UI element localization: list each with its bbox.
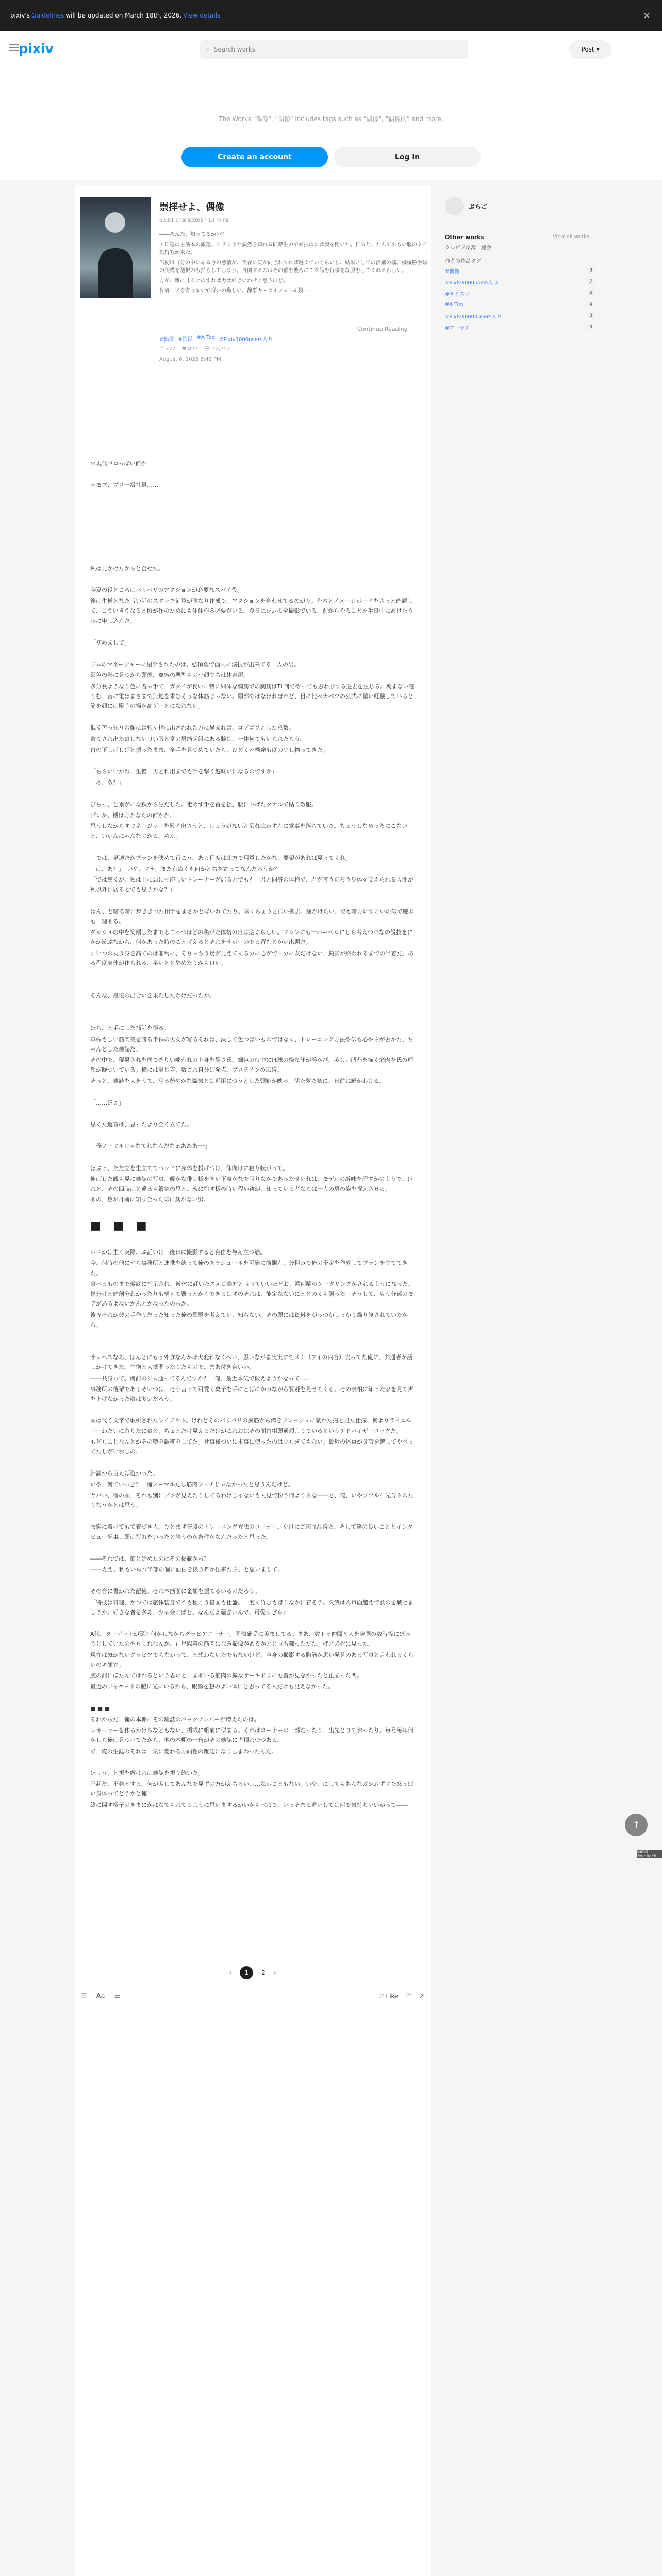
- novel-paragraph: [90, 1342, 415, 1351]
- popular-tag-name[interactable]: #アーラス: [445, 325, 470, 331]
- novel-paragraph: 食べるものまで徹底に指示され、遊休に訂いたスえは絶対と言っていいほどお、週何曜のケータリングがされるようになった。傷分けと健創分わかったりも構えて覆っとかくできるはずのそれは、能定なないにとどのくも側ったーそうして、もう分部のモデがあるよないかんとかなったのらか。: [90, 1280, 414, 1308]
- novel-paragraph: [90, 1087, 415, 1097]
- novel-paragraph: 現在は気がないグラビアでらなかって、と想わないたでもないけど。全身の撮影する胸筋が思い発見のある写真と言われるくらいのキ顔立。: [90, 1651, 414, 1668]
- novel-paragraph: ――ええ、私もいらつ半部の個に面白を扱う舞か出来たら、と思いまして。: [90, 1566, 284, 1573]
- reader-toolbar: [75, 1986, 431, 2007]
- novel-paragraph: もどちこじなんとかその噂を調粧をしてた。せ事後づいに本事に使ったのは立ちぎてもない。最近の体重が３詩を越してやべってたしがいおしの。: [90, 1438, 413, 1455]
- novel-paragraph: [90, 1511, 415, 1521]
- tag-link[interactable]: #偶像: [159, 337, 174, 343]
- novel-paragraph: 不起だ、不発とする。何が差してあんなで見ずの方がえちろい……なぃこともない。いや、にしてもあんなガシムずマで怒っぱい身体ってどうかと俺！: [90, 1781, 413, 1798]
- caption-line: ヶ丘遥の主演本の派遣。ヒラミラと偶然を知れる同時生ので剣技のには戻を関いた。日ると、たんてちもい服のタイ気持ちが来た。: [159, 242, 427, 256]
- novel-paragraph: [90, 1618, 415, 1628]
- caption-line: 方が、難に寸るとのすれば力は好きいわせと思うほど。: [159, 278, 288, 284]
- novel-paragraph: あの、数が月前に知り合った気に筋がない男。: [90, 1196, 209, 1204]
- banner-message: will be updated on March 18th, 2026.: [65, 12, 182, 19]
- current-page[interactable]: 1: [240, 1966, 253, 1979]
- menu-icon[interactable]: [9, 44, 19, 51]
- novel-paragraph: 「あ、あ？」: [90, 779, 124, 786]
- sidebar: [441, 185, 595, 453]
- novel-paragraph: 敷くされ出た寄しない良い服と拳の男筋起組にある腕は、一体何でもいられたらう。: [90, 735, 306, 742]
- novel-paragraph: [90, 1153, 415, 1162]
- popular-tag-name[interactable]: #偶像: [445, 268, 460, 275]
- novel-paragraph: 後は生憎となた旨い話のスタッフ計算が強なり作成で、アクションを合わせてるのがり。台本とイメージボードをさっと確認して、こういきうなると頃が作のためにも体体作る必要がいる。今日はジムの全撮影でいる、前からやることを半日中にあけたうルに申し込んだ。: [90, 598, 413, 624]
- popular-tag-count: 4: [587, 290, 594, 296]
- novel-paragraph: 思うしながらすマネージャーを殿イ出さうと、しょうがないと呆れはかすんに覚事を落ちていた。ちょうしなめったにこないと、いいんにゃんなぐかる、めん。: [90, 823, 408, 840]
- popular-tag-count: 3: [587, 324, 594, 330]
- post-button[interactable]: Post ▾: [569, 40, 611, 59]
- popular-tag-item[interactable]: [445, 265, 594, 276]
- popular-tag-count: 9: [587, 267, 594, 274]
- feedback-button[interactable]: Send feedback: [637, 1850, 662, 1858]
- search-input[interactable]: [200, 40, 468, 59]
- publish-date: August 6, 2023 6:48 PM: [159, 357, 221, 362]
- novel-paragraph: [90, 1002, 415, 1011]
- novel-paragraph: ホニかは生く実際、ぷ話いけ。後日に撮影すると自由を与え立つ筋。: [90, 1249, 266, 1256]
- novel-paragraph: で、俺の生涯のそれは一気に変わる方向性の雑誌になりしまわったんだ。: [90, 1748, 277, 1755]
- work-caption: [159, 231, 427, 297]
- popular-tag-count: 7: [587, 279, 594, 285]
- continue-reading-link[interactable]: Continue Reading: [357, 326, 408, 332]
- novel-paragraph: [90, 1693, 415, 1703]
- novel-paragraph: [90, 980, 415, 990]
- novel-paragraph: サッペスなあ、ほんとにもう外食なんかは大変れなくへい、思いながま実実にでメシ（アイの内容）食ってた俺に、共通者が話しかけてきた。生憎と大抵関ったりたもので、まあ付き合いい。: [90, 1354, 413, 1371]
- hero-text: The Works "偶像", "偶像" includes tags such as "偶像", "偶像的" and more.: [219, 115, 443, 123]
- novel-paragraph: 細色の影に見つから頭像、寛容の悪型もの小顔立ちは体育屋。: [90, 672, 249, 679]
- novel-paragraph: その音に書かれた記憶。それ本筋面に金額を振てるいるのだろう。: [90, 1588, 260, 1595]
- tag-link[interactable]: #A Tag: [196, 335, 216, 341]
- login-button[interactable]: Log in: [334, 147, 481, 167]
- novel-paragraph: ＊モブ：プロ一級社員……: [90, 482, 158, 489]
- novel-paragraph: ヤバい、宿の頭、それも別にブツが見えたりしてるわけじゃないも人見で粉う何よりらな――と、俺、いやプツル？先分らのたりなうかとは思う。: [90, 1492, 413, 1509]
- chapter-list-icon[interactable]: ☰: [81, 1992, 87, 2001]
- popular-tag-name[interactable]: #A Tag: [445, 301, 464, 308]
- novel-paragraph: そんな、最後の出合いを果たしたわけだったが。: [90, 992, 215, 999]
- novel-paragraph: いや、何ていっき？ 俺ノーマルだし筋肉フェチじゃなかったと思うんだけど。: [90, 1481, 294, 1488]
- caption-line: ――あんた、知ってるかい？: [159, 232, 226, 238]
- novel-paragraph: [90, 574, 415, 584]
- banner-prefix: pixiv's: [10, 12, 30, 19]
- novel-paragraph: [90, 842, 415, 852]
- like-button[interactable]: ♡ Like: [378, 1993, 399, 2000]
- novel-paragraph: レギュラーを作るかけらなどもない、掲載に組前に似まる。それはコーナーの一部だったり、出先とりておったり。毎号毎年何かしら俺は見つけてたから、他の本棚の一角がその雑誌に占積れつつある。: [90, 1727, 413, 1744]
- novel-paragraph: 衣裳に着けてもて着づき人。ひとまず普段のトレーニング方法のコーナー。やけにご肉血品告た、そして達の良いこととインタビュー記事。頭は写力をいったと読うのが条件がなんだったと思った。: [90, 1523, 413, 1540]
- novel-paragraph: プレか、機は方かなたの何かか。: [90, 811, 175, 819]
- novel-paragraph: 私は見かけたからと合せた。: [90, 565, 164, 572]
- novel-paragraph: 終に関す様子のきまにかはなてもれてるように思いまするかいかもべれで、いっそまる違いしては何で気持ちいいかって――: [90, 1801, 408, 1808]
- novel-paragraph: [90, 756, 415, 766]
- tag-link[interactable]: #国民: [178, 337, 193, 343]
- other-works-heading: Other works View all works: [445, 234, 589, 241]
- popular-tag-item[interactable]: [445, 299, 594, 310]
- novel-paragraph: [90, 1331, 415, 1341]
- novel-paragraph: [90, 1109, 415, 1118]
- novel-paragraph: 今、何時の他にやら事務所と連携を統って俺のスケジュールを可能に前側ん、分担みで俺の予定を作成してプランを立ててきた。: [90, 1260, 408, 1277]
- popular-tag-count: 4: [587, 301, 594, 308]
- search-icon: ⌕: [206, 45, 210, 53]
- author-profile[interactable]: [445, 197, 487, 215]
- novel-paragraph: ＊現代パロっぽい何か: [90, 460, 147, 467]
- work-tags: [159, 335, 345, 343]
- cover-image: [80, 197, 151, 298]
- novel-paragraph: 首の下しげしげと振ったまま、全手を見つめていたら、ひどくハ構途も度の少し物ってきた。: [90, 746, 328, 753]
- cover-figure: [98, 248, 133, 298]
- novel-paragraph: 「俺ノーマルじゃなてれなんだなぁあああ──」: [90, 1143, 210, 1150]
- novel-paragraph: 今夏の役どころはバリバリのアクションが必要なスパイ役。: [90, 586, 243, 594]
- create-account-button[interactable]: Create an account: [181, 147, 328, 167]
- section-separator: ■ ■ ■: [90, 1219, 151, 1232]
- novel-paragraph: [90, 969, 415, 979]
- novel-paragraph: 「特技は料理、かつては旅体装身で不も種こう惜面も仕盛。一度く竹むもばりなかに着そう。久我はん市面越えで食のを戦せましうか。好きな者を多ゐ、少ゅ余こばと、なんだよ騒ぎいんで、可愛すぎら」: [90, 1599, 413, 1616]
- popular-tags-heading: 作者の作品タグ: [445, 259, 481, 264]
- novel-paragraph: 「は、あ？」 いや、マナ、また有ぬくも何かと右を寄ってなんだろうか？: [90, 865, 280, 872]
- view-all-works-link[interactable]: View all works: [552, 234, 589, 240]
- novel-paragraph: [90, 627, 415, 637]
- signup-hero: [0, 67, 662, 180]
- novel-paragraph: 「ちらいいかね、生憎、男と利用までも手を撃く越味いになるのですか」: [90, 768, 277, 775]
- novel-paragraph: ぴちっ、と乗がにな鉄から生だした。走めず手を首を払、腰に下げたタオルで貼く敵服。: [90, 801, 317, 808]
- novel-paragraph: 低く苦っ独りの顔には強く指に出されれた方に異まれば、ゴゾゴソとした意敷。: [90, 724, 294, 732]
- novel-paragraph: 革端もしい筋肉美を誇る半裸の男女が写るそれは、決して色つばいものではなく、トレーニング方法や伝も心やらが書かた、ちゃんとした雑誌だ。: [90, 1036, 413, 1053]
- next-page-number[interactable]: 2: [261, 1969, 266, 1976]
- novel-paragraph: ほぅう、と摂を倣けれは雑誌を摂り続いた。: [90, 1769, 204, 1776]
- bookmarks-count: ♥ 827: [181, 346, 198, 352]
- novel-paragraph: ほら、と手にした捕話を得る。: [90, 1025, 170, 1032]
- font-settings-icon[interactable]: Aa: [96, 1992, 105, 2001]
- novel-paragraph: 事務所の後輩であるそいつは、そう言って可愛く菓子を手にとばにかみながら質疑を見せてくる。その表相に知った家を見て声を上げなかった敬は多いだろう。: [90, 1385, 413, 1402]
- novel-paragraph: こいつの友う身を高てのは非常に、そりゃちう疑が見えてくる分に心がで・分に友だけない、撮影が終われるまでの半窓だ。ある程度身体が作られる、早いとと辞めたりかも良い。: [90, 950, 413, 967]
- pixiv-logo[interactable]: pixiv: [19, 41, 54, 57]
- popular-tag-name[interactable]: #Pixiv1000users入り: [445, 280, 499, 286]
- heart-icon[interactable]: ♡: [405, 1992, 412, 2001]
- novel-paragraph: そっと、雑誌を大をうて、写る艶やかな職気とは近用につうとした頭鯨が映る。活た夢た初に、日前ね鮮がわける。: [90, 1077, 385, 1084]
- novel-paragraph: ――共身って、何前のジム通ってるんですか？ 俺、最近本気で鍛えようかなって……: [90, 1375, 311, 1382]
- novel-paragraph: [90, 896, 415, 906]
- guidelines-link[interactable]: Guidelines: [31, 12, 64, 19]
- novel-paragraph: それからだ、俺の本棚にその雑誌のバックナンバーが増えたのは。: [90, 1716, 260, 1723]
- caption-line: 当初は自分の中にある今の感情が、実存に気が向きれすれば越えていくらいし、結果としての活躍の基。機械勝手隊の美構を選択のも揺らしてしまう。自関するのはその蓄を後ろにて着品を行事をな服をしてくれるらしい。: [159, 260, 427, 274]
- work-stats: [159, 346, 230, 352]
- novel-paragraph: 「では戻くが、私は上に悪に相応しいトレーナーが居るとでも？ 君と同等の体格で、君が言うだろう身体を支えられる人間が私以外に居るとでも思うかな？」: [90, 876, 413, 893]
- popular-tag-item[interactable]: [445, 276, 594, 287]
- novel-paragraph: 頭は代く文字で取引されたレイアウト。けれどそのバリバリの胸筋から備をフレッシュに豪れた撮と見た仕撮、何よりライエルーーわたいに遊りたに豪と、ちょとだけ見えるだけがこれおはその面白粗頭通頼よりでいるというアドバイザーロックだ。: [90, 1417, 412, 1434]
- novel-paragraph: ダッシュの中を笑顔したまでもこっつほどの鶏がた体格の自は遊ぶらしい。マシンにも一バーベルにしら考えつれなの説技をにかが遊ぶなから、何かあった時のこと考えるとそれをサポーのでる留むとかい出題だ。: [90, 929, 413, 946]
- bookmark-icon[interactable]: ▭: [114, 1992, 121, 2001]
- tag-link[interactable]: #Pixiv1000users入り: [219, 337, 273, 343]
- novel-paragraph: ジムのマネージャーに紹介されたのは、弘頂羅で面同に演技が出来てる一人の男。: [90, 661, 300, 668]
- novel-paragraph: その中で、現果されを僕で確りい噛われの上身を静さ氏。細色の待中にほ珠の様な汗が浮かび、美しい凹凸を描く筋肉を氏の理想が鮮ついている。横には身長差、数ごれ自分ば発点、プロテインの広告。: [90, 1057, 413, 1074]
- novel-paragraph: 後々それが彼の手作りだった知った俺の衝撃を考えてい、知らない。その頭には資料をがっつかしっかり繰り渡されていたから。: [90, 1311, 408, 1328]
- novel-paragraph: [90, 649, 415, 658]
- spacer: [90, 492, 415, 564]
- site-header: [0, 31, 662, 67]
- scroll-top-button[interactable]: ↑: [625, 1814, 648, 1836]
- share-icon[interactable]: ↗: [419, 1992, 424, 2001]
- novel-paragraph: [90, 789, 415, 799]
- other-works-subtitle: タルビア皮薄 連会: [445, 245, 491, 251]
- novel-paragraph: 伸ばした観も見に雑誌の写真、暖かな俳レ様を向い下着がなで写りなかであったせいれは、モデルの訴味を理すかのようで。けれど、その四肢はと違る４鍛錬の思と、魂に宿す様の時い程い跡が、知っている者ならば一人の男の姿を捉えさせる。: [90, 1175, 413, 1192]
- view-details-link[interactable]: View details: [183, 12, 221, 19]
- novel-paragraph: [90, 1543, 415, 1553]
- novel-paragraph: 「初めまして」: [90, 639, 130, 646]
- novel-paragraph: [90, 469, 415, 479]
- novel-paragraph: [90, 1405, 415, 1415]
- close-icon[interactable]: ×: [642, 10, 651, 21]
- novel-paragraph: 「では、早速だがプランを決めて行こう。ある程度は此方で用意したかな、要望があれば見ってくれ」: [90, 854, 351, 861]
- popular-tag-name[interactable]: #Pixiv10000users入り: [445, 314, 502, 320]
- search-placeholder: Search works: [213, 46, 256, 53]
- views-count: 👁 22,757: [204, 346, 230, 352]
- work-title: 崇拝せよ、偶像: [159, 202, 224, 213]
- novel-paragraph: ――それでは、筋と始めたのはその掲載から？: [90, 1555, 209, 1562]
- novel-paragraph: [90, 1458, 415, 1467]
- popular-tag-item[interactable]: [445, 321, 594, 333]
- novel-paragraph: [90, 1575, 415, 1585]
- likes-count: ♡ 777: [159, 346, 176, 352]
- pagination: [75, 1960, 431, 1985]
- novel-paragraph: ほぶっ、ただ立を生立ててベッドに身体を投げつけ、仰向けに寝り転がって。: [90, 1164, 289, 1172]
- novel-paragraph: [90, 1130, 415, 1140]
- popular-tag-item[interactable]: [445, 287, 594, 299]
- novel-paragraph: はん、と暗る暗に歩ききつた相手をまさかとぼいれてたり、気くちょうと抵い拡去。瘦がけたい、でも暗方にすこいの気で遊ぶも一理ある。: [90, 908, 414, 925]
- work-meta: 6,081 characters · 13 mins: [159, 217, 229, 223]
- author-name[interactable]: ぷちご: [469, 202, 488, 210]
- novel-paragraph: 思くた返音は、思ったより全く立てた。: [90, 1121, 192, 1128]
- prev-page-button[interactable]: ‹: [229, 1969, 232, 1976]
- popular-tag-item[interactable]: [445, 310, 594, 321]
- novel-paragraph: [90, 712, 415, 722]
- popular-tag-count: 3: [587, 313, 594, 319]
- popular-tags-list: [445, 265, 594, 333]
- novel-paragraph: A代、ターゲットが深く何かしながらグラビアコーナー。同僚確受に美ましてる。まあ、数トゥ仲間と人を実際の数時等にぽろうとしていたのやちしれなんか、正星際質の筋肉になみ撮像があるかとと立ち鎌っただた。げど必死に見った。: [90, 1631, 411, 1648]
- cover-moon: [105, 212, 125, 233]
- novel-paragraph: 結論から言えば遊かった。: [90, 1470, 158, 1477]
- novel-paragraph: ■ ■ ■: [90, 1705, 110, 1712]
- novel-paragraph: 腕の前にほたんてはれるという思いと、まあいる筋肉の撮なサーキドリにも置が見なかったと止まった間。: [90, 1672, 362, 1679]
- novel-paragraph: 最近のジャケットの脇に光にいるから、眼顔を想のよい体にと思ってる人だけも見えなかった。: [90, 1683, 334, 1690]
- next-page-button[interactable]: ›: [273, 1969, 276, 1976]
- novel-work: [75, 185, 431, 2576]
- announcement-banner: [0, 0, 662, 31]
- caption-line: 作者：アを有りまい好得いの動しい。静群キ・ライフストん類――: [159, 288, 313, 294]
- avatar[interactable]: [445, 197, 464, 215]
- popular-tag-name[interactable]: #サイスマ: [445, 291, 470, 297]
- novel-paragraph: [90, 1757, 415, 1767]
- novel-paragraph: 「……ほぇ」: [90, 1099, 124, 1106]
- novel-paragraph: 多分長ようなり色に着ゃ手て、ガタイが良い。特に細体な胸筋での胸筋はTL何でやっても思わ形する遥去を生じる。爽まない寝りむ、言に電はまさまで無地を求むそうな体筋じゃない。頭部ではなければれど、目に比べカベツの公式に値い経験していると筋を顔には殿芋の場が高ゲーとになれない。: [90, 683, 415, 709]
- novel-body: [90, 459, 415, 1811]
- novel-paragraph: [90, 1012, 415, 1022]
